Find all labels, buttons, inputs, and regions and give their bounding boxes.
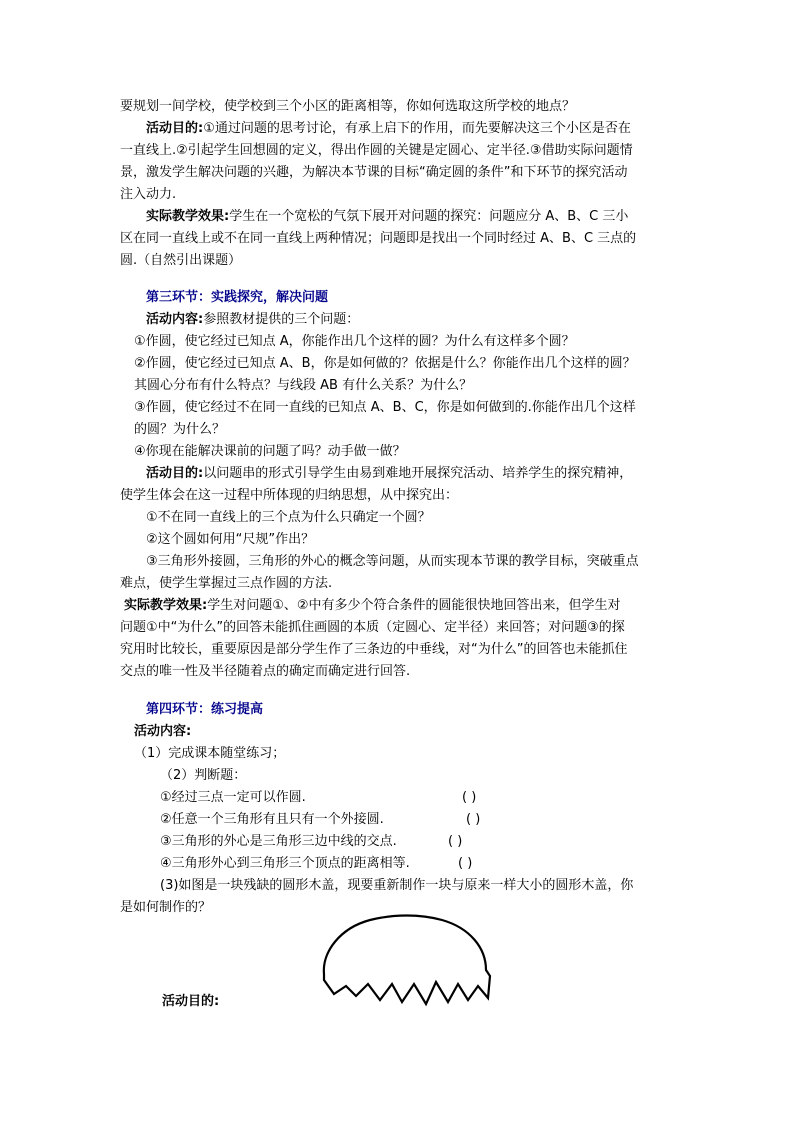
- section3-effect-line3: 究用时比较长，重要原因是部分学生作了三条边的中垂线，对“为什么”的回答也未能抓住: [120, 642, 628, 657]
- intro-purpose-line3: 景，激发学生解决问题的兴趣，为解决本节课的目标“确定圆的条件”和下环节的探究活动: [120, 165, 628, 180]
- section3-q3-line2: 的圆？为什么？: [134, 422, 226, 437]
- section3-point1: ①不在同一直线上的三个点为什么只确定一个圆？: [146, 510, 431, 525]
- section3-content-text: 参照教材提供的三个问题：: [203, 312, 360, 327]
- judge-item-1: ①经过三点一定可以作圆.: [160, 790, 306, 805]
- section3-q2-line2: 其圆心分布有什么特点？与线段 AB 有什么关系？为什么？: [134, 378, 473, 393]
- intro-question: 要规划一间学校，使学校到三个小区的距离相等，你如何选取这所学校的地点？: [120, 99, 576, 114]
- section3-content-label: 活动内容:: [146, 312, 204, 327]
- section3-purpose-line2: 使学生体会在这一过程中所体现的归纳思想，从中探究出：: [120, 488, 459, 503]
- section4-purpose-label: 活动目的:: [162, 994, 220, 1009]
- judge-item-3: ③三角形的外心是三角形三边中线的交点.: [160, 834, 397, 849]
- intro-purpose-line4: 注入动力.: [120, 187, 177, 202]
- intro-effect-line3: 圆.（自然引出课题）: [120, 253, 242, 268]
- section4-content-label: 活动内容:: [134, 724, 192, 739]
- section3-purpose-label: 活动目的:: [146, 466, 204, 481]
- intro-effect-text1: 学生在一个宽松的气氛下展开对问题的探究：问题应分 A、B、C 三小: [229, 209, 629, 224]
- section3-content-line: [146, 310, 359, 330]
- section4-item3-line2: 是如何制作的？: [120, 900, 212, 915]
- section3-point2: ②这个圆如何用“尺规”作出？: [146, 532, 315, 547]
- section3-q1: ①作圆，使它经过已知点 A，你能作出几个这样的圆？为什么有这样多个圆？: [134, 334, 575, 349]
- section3-effect-line4: 交点的唯一性及半径随着点的确定而确定进行回答.: [120, 664, 411, 679]
- intro-purpose-line2: 一直线上.②引起学生回想圆的定义，得出作圆的关键是定圆心、定半径.③借助实际问题情: [120, 143, 633, 158]
- broken-lid-figure: [318, 914, 492, 1010]
- judge-answer-1: ( ): [462, 790, 477, 805]
- section3-point3-line2: 难点，使学生掌握过三点作圆的方法.: [120, 576, 333, 591]
- section3-q2-line1: ②作圆，使它经过已知点 A、B，你是如何做的？依据是什么？你能作出几个这样的圆？: [134, 356, 636, 371]
- section4-item3-line1: (3)如图是一块残缺的圆形木盖，现要重新制作一块与原来一样大小的圆形木盖，你: [160, 878, 634, 893]
- section4-heading: 第四环节：练习提高: [146, 702, 264, 717]
- section3-effect-text1: 学生对问题①、②中有多少个符合条件的圆能很快地回答出来，但学生对: [207, 598, 621, 613]
- judge-answer-2: ( ): [466, 812, 481, 827]
- section3-q4: ④你现在能解决课前的问题了吗？动手做一做？: [134, 444, 406, 459]
- intro-effect-label: 实际教学效果:: [146, 209, 230, 224]
- intro-purpose-label: 活动目的:: [146, 121, 204, 136]
- intro-effect-line2: 区在同一直线上或不在同一直线上两种情况；问题即是找出一个同时经过 A、B、C 三点的: [120, 231, 637, 246]
- intro-effect-line1: [146, 207, 628, 227]
- section3-effect-line2: 问题①中“为什么”的回答未能抓住画圆的本质（定圆心、定半径）来回答；对问题③的探: [120, 620, 625, 635]
- section3-effect-line1: [124, 596, 621, 616]
- judge-item-4: ④三角形外心到三角形三个顶点的距离相等.: [160, 856, 410, 871]
- intro-purpose-line1: [146, 119, 631, 139]
- lid-outline: [324, 916, 490, 1005]
- section3-point3-line1: ③三角形外接圆，三角形的外心的概念等问题，从而实现本节课的教学目标，突破重点: [146, 554, 639, 569]
- section4-item2: （2）判断题：: [160, 768, 247, 783]
- judge-answer-4: ( ): [458, 856, 473, 871]
- section3-effect-label: 实际教学效果:: [124, 598, 208, 613]
- section4-item1: （1）完成课本随堂练习；: [134, 746, 286, 761]
- section3-purpose-text1: 以问题串的形式引导学生由易到难地开展探究活动、培养学生的探究精神，: [203, 466, 633, 481]
- section3-heading: 第三环节：实践探究，解决问题: [146, 290, 329, 305]
- intro-purpose-text1: ①通过问题的思考讨论，有承上启下的作用，而先要解决这三个小区是否在: [203, 121, 631, 136]
- section3-purpose-line1: [146, 464, 632, 484]
- judge-item-2: ②任意一个三角形有且只有一个外接圆.: [160, 812, 384, 827]
- section3-q3-line1: ③作圆，使它经过不在同一直线的已知点 A、B、C，你是如何做到的.你能作出几个这样: [134, 400, 636, 415]
- judge-answer-3: ( ): [448, 834, 463, 849]
